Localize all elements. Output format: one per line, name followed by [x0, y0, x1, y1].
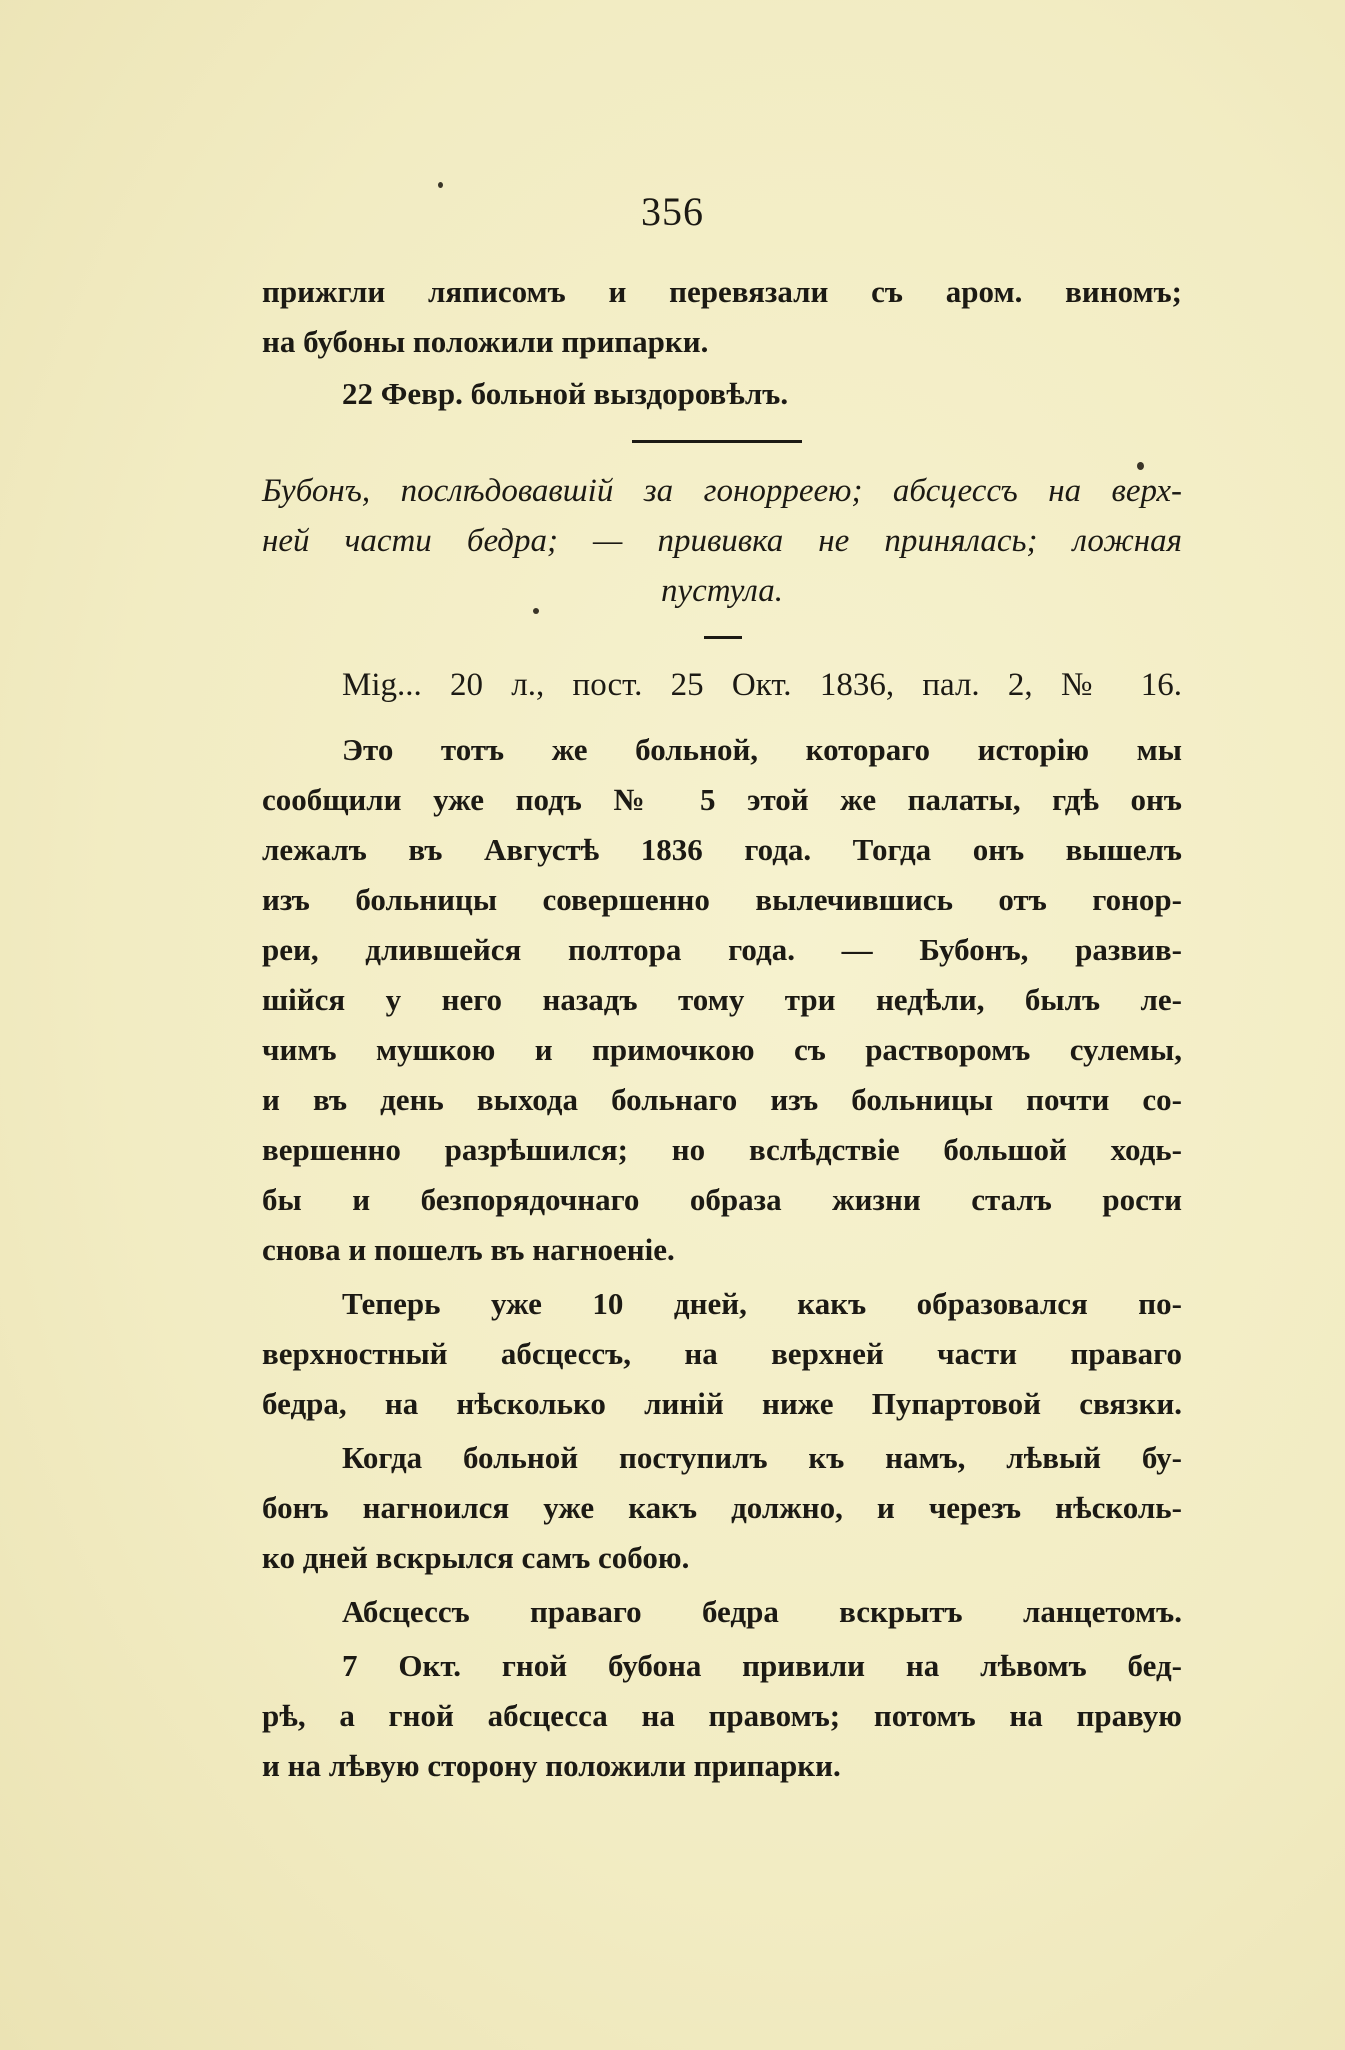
case-header: Mig... 20 л., пост. 25 Окт. 1836, пал. 2, № 16. [342, 667, 1182, 703]
case-title-line: ней части бедра; — прививка не принялась; ложная [262, 523, 1182, 559]
case-title-line: пустула. [660, 573, 784, 609]
text-line: верхностный абсцессъ, на верхней части праваго [262, 1336, 1182, 1371]
text-line: изъ больницы совершенно вылечившись отъ гонор- [262, 882, 1182, 917]
text-line: шійся у него назадъ тому три недѣли, былъ ле- [262, 982, 1182, 1017]
short-divider [704, 636, 742, 639]
text-line: Теперь уже 10 дней, какъ образовался по- [342, 1286, 1182, 1321]
text-line: снова и пошелъ въ нагноеніе. [262, 1232, 675, 1267]
text-line: рѣ, а гной абсцесса на правомъ; потомъ на правую [262, 1698, 1182, 1733]
text-line: прижгли ляписомъ и перевязали съ аром. виномъ; [262, 274, 1182, 309]
text-line: 7 Окт. гной бубона привили на лѣвомъ бед- [342, 1648, 1182, 1683]
text-line: Абсцессъ праваго бедра вскрытъ ланцетомъ. [342, 1594, 1182, 1629]
text-line: бы и безпорядочнаго образа жизни сталъ рости [262, 1182, 1182, 1217]
text-line: Это тотъ же больной, котораго исторію мы [342, 732, 1182, 767]
text-line: сообщили уже подъ № 5 этой же палаты, гдѣ онъ [262, 782, 1182, 817]
text-line: 22 Февр. больной выздоровѣлъ. [342, 376, 789, 411]
text-line: лежалъ въ Августѣ 1836 года. Тогда онъ вышелъ [262, 832, 1182, 867]
text-line: ко дней вскрылся самъ собою. [262, 1540, 690, 1575]
text-line: и въ день выхода больнаго изъ больницы почти со- [262, 1082, 1182, 1117]
text-line: реи, длившейся полтора года. — Бубонъ, развив- [262, 932, 1182, 967]
text-line: чимъ мушкою и примочкою съ растворомъ сулемы, [262, 1032, 1182, 1067]
ink-speck [1137, 462, 1144, 470]
text-line: вершенно разрѣшился; но вслѣдствіе большой ходь- [262, 1132, 1182, 1167]
text-line: бонъ нагноился уже какъ должно, и черезъ нѣсколь- [262, 1490, 1182, 1525]
text-line: Когда больной поступилъ къ намъ, лѣвый бу- [342, 1440, 1182, 1475]
case-title-line: Бубонъ, послѣдовавшій за гонорреею; абсцессъ на верх- [262, 473, 1182, 509]
text-line: на бубоны положили припарки. [262, 324, 709, 359]
section-divider [632, 440, 802, 443]
text-line: и на лѣвую сторону положили припарки. [262, 1748, 841, 1783]
text-line: бедра, на нѣсколько линій ниже Пупартовой связки. [262, 1386, 1182, 1421]
page-number: 356 [641, 189, 704, 234]
